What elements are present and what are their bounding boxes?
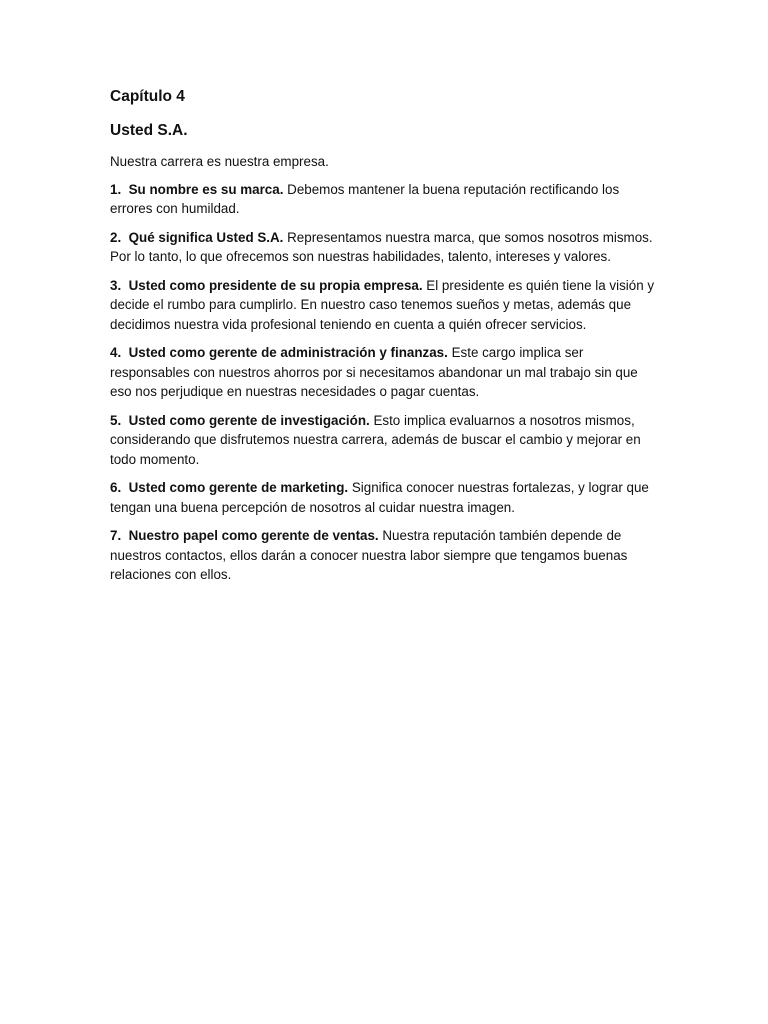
item-heading: Usted como presidente de su propia empresa. xyxy=(128,277,423,293)
item-heading: Qué significa Usted S.A. xyxy=(128,229,284,245)
item-number: 6. xyxy=(110,480,122,495)
list-item xyxy=(110,180,658,219)
intro-paragraph: Nuestra carrera es nuestra empresa. xyxy=(110,154,329,169)
item-text: Representamos nuestra marca, que somos nosotros mismos. Por lo tanto, lo que ofrecemos son nuestras habilidades, talento, intereses y valores. xyxy=(110,229,653,264)
item-heading: Usted como gerente de administración y finanzas. xyxy=(128,345,448,360)
item-text: El presidente es quién tiene la visión y decide el rumbo para cumplirlo. En nuestro caso tenemos sueños y metas, además que decidimos nuestra vida profesional teniendo en cuenta a quién ofrecer servicios. xyxy=(110,277,655,332)
list-item xyxy=(110,478,658,517)
list-item xyxy=(110,228,658,267)
item-text: Debemos mantener la buena reputación rectificando los errores con humildad. xyxy=(110,181,620,216)
chapter-title: Capítulo 4 xyxy=(110,88,185,105)
item-number: 7. xyxy=(110,528,122,543)
item-heading: Usted como gerente de marketing. xyxy=(128,480,349,495)
section-title: Usted S.A. xyxy=(110,122,188,139)
item-text: Significa conocer nuestras fortalezas, y lograr que tengan una buena percepción de nosotros al cuidar nuestra imagen. xyxy=(110,480,649,515)
item-number: 3. xyxy=(110,277,122,293)
list-item xyxy=(110,276,658,335)
item-heading: Usted como gerente de investigación. xyxy=(128,412,370,428)
item-number: 4. xyxy=(110,345,122,360)
item-heading: Su nombre es su marca. xyxy=(128,181,284,197)
list-item xyxy=(110,526,658,585)
item-number: 5. xyxy=(110,412,122,428)
item-heading: Nuestro papel como gerente de ventas. xyxy=(128,528,379,543)
item-number: 1. xyxy=(110,181,122,197)
item-text: Este cargo implica ser responsables con nuestros ahorros por si necesitamos abandonar un mal trabajo sin que eso nos perjudique en nuestras necesidades o pagar cuentas. xyxy=(110,345,638,399)
list-item xyxy=(110,343,658,402)
item-text: Esto implica evaluarnos a nosotros mismos, considerando que disfrutemos nuestra carrera, además de buscar el cambio y mejorar en todo momento. xyxy=(110,412,641,467)
list-item xyxy=(110,411,658,470)
item-text: Nuestra reputación también depende de nuestros contactos, ellos darán a conocer nuestra labor siempre que tengamos buenas relaciones con ellos. xyxy=(110,528,628,582)
item-number: 2. xyxy=(110,229,122,245)
